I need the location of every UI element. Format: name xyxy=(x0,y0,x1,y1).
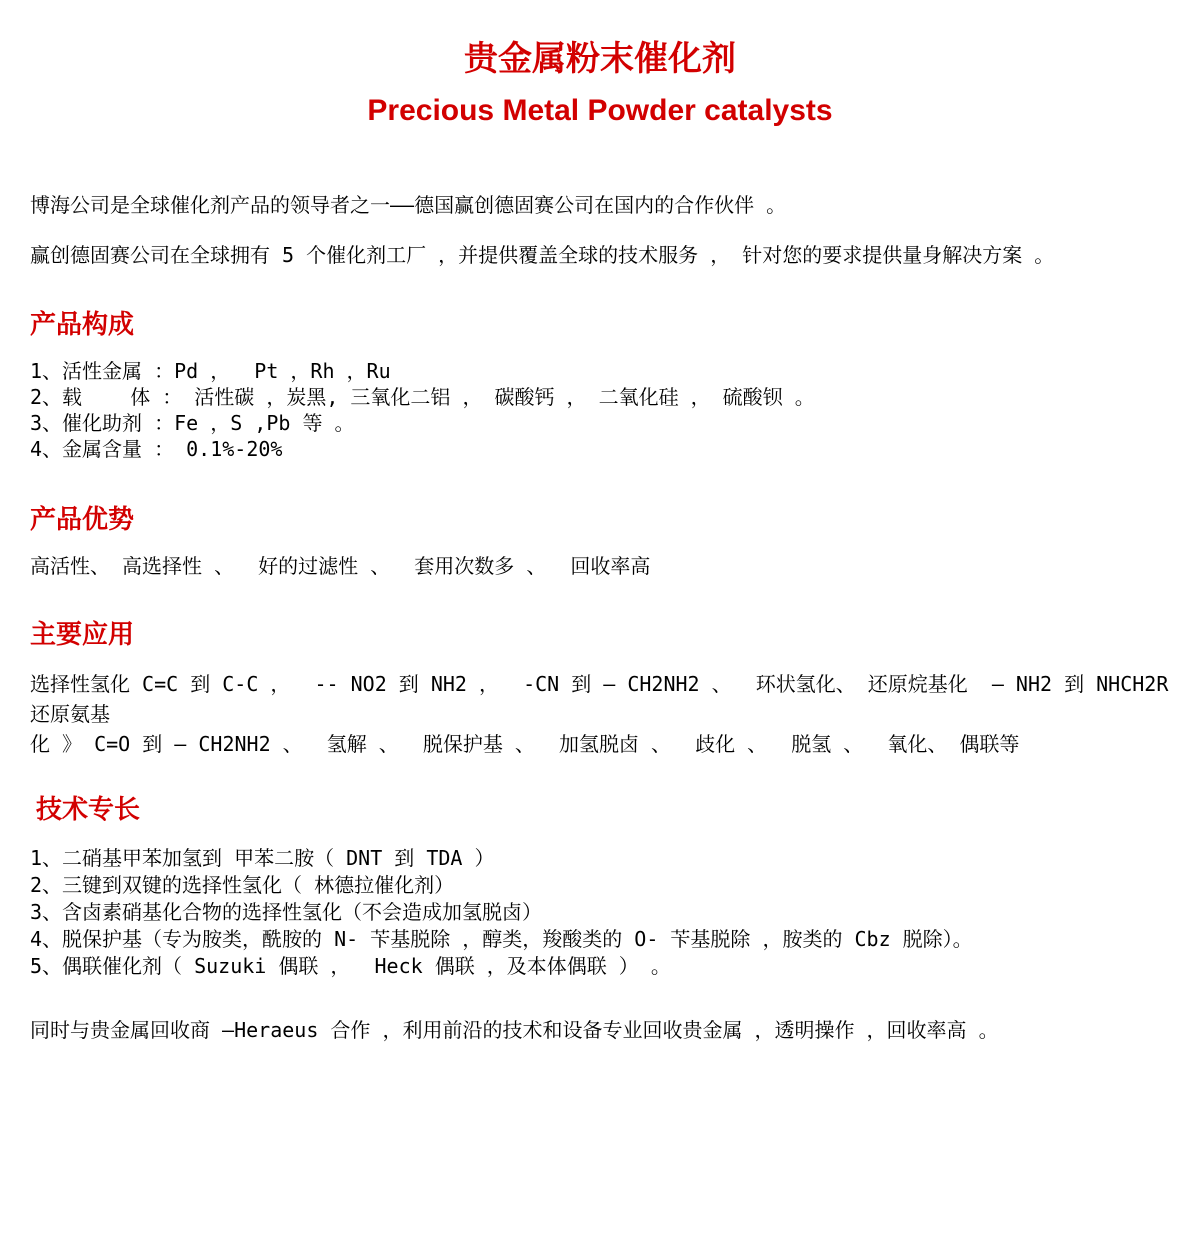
applications-line: 选择性氢化 C=C 到 C-C ， -- NO2 到 NH2 ， -CN 到 – CH2NH2 、 环状氢化、 还原烷基化 – NH2 到 NHCH2R还原氨基 xyxy=(30,671,1169,726)
expertise-item: 5、偶联催化剂（ Suzuki 偶联 ， Heck 偶联 ，及本体偶联 ） 。 xyxy=(30,953,671,978)
applications-line: 化 》 C=O 到 – CH2NH2 、 氢解 、 脱保护基 、 加氢脱卤 、 歧化 、 脱氢 、 氧化、 偶联等 xyxy=(30,731,1020,756)
page-title-en: Precious Metal Powder catalysts xyxy=(367,94,833,128)
composition-item: 3、催化助剂 ：Fe ，S ,Pb 等 。 xyxy=(30,411,355,436)
section-heading-advantages: 产品优势 xyxy=(30,504,135,535)
section-heading-expertise: 技术专长 xyxy=(36,793,141,824)
intro-paragraph-2: 赢创德固赛公司在全球拥有 5 个催化剂工厂 ，并提供覆盖全球的技术服务 ， 针对您的要求提供量身解决方案 。 xyxy=(30,243,1055,268)
expertise-list xyxy=(30,845,1170,980)
section-heading-composition: 产品构成 xyxy=(30,309,135,340)
page-title-zh: 贵金属粉末催化剂 xyxy=(464,40,736,78)
expertise-item: 1、二硝基甲苯加氢到 甲苯二胺（ DNT 到 TDA ） xyxy=(30,845,495,870)
expertise-item: 4、脱保护基（专为胺类，酰胺的 N- 苄基脱除 ，醇类，羧酸类的 O- 苄基脱除 ，胺类的 Cbz 脱除）。 xyxy=(30,926,973,951)
expertise-item: 3、含卤素硝基化合物的选择性氢化（不会造成加氢脱卤） xyxy=(30,899,543,924)
document-page xyxy=(0,40,1200,1240)
recycling-partnership-note: 同时与贵金属回收商 —Heraeus 合作 ，利用前沿的技术和设备专业回收贵金属 ，透明操作 ，回收率高 。 xyxy=(30,1017,999,1042)
composition-item: 2、载 体 ： 活性碳 ，炭黑, 三氧化二铝 ， 碳酸钙 ， 二氧化硅 ， 硫酸钡 。 xyxy=(30,385,815,410)
section-heading-applications: 主要应用 xyxy=(30,619,135,650)
composition-item: 1、活性金属 ：Pd ， Pt ，Rh ，Ru xyxy=(30,359,391,384)
expertise-item: 2、三键到双键的选择性氢化（ 林德拉催化剂） xyxy=(30,872,455,897)
composition-list xyxy=(30,358,1170,462)
advantages-text: 高活性、 高选择性 、 好的过滤性 、 套用次数多 、 回收率高 xyxy=(30,554,651,579)
applications-text xyxy=(30,669,1170,759)
intro-paragraph-1: 博海公司是全球催化剂产品的领导者之一——德国赢创德固赛公司在国内的合作伙伴 。 xyxy=(30,193,787,218)
composition-item: 4、金属含量 ： 0.1%-20% xyxy=(30,437,283,462)
